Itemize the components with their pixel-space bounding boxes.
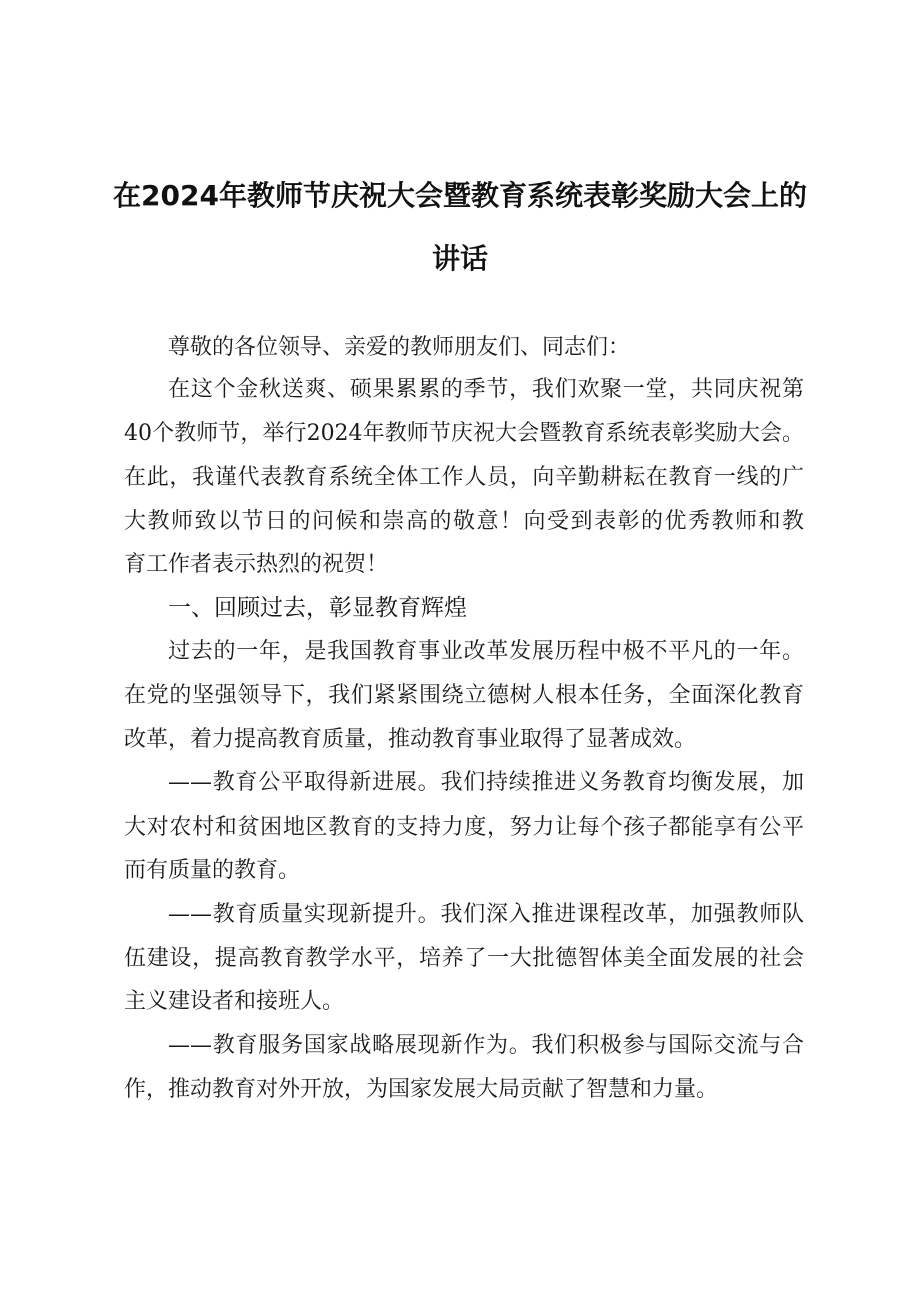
paragraph-4-line: ——教育质量实现新提升。我们深入推进课程改革，加强教师队	[168, 902, 804, 927]
document-title-line-1: 在2024年教师节庆祝大会暨教育系统表彰奖励大会上的	[113, 179, 807, 212]
paragraph-2-line: 在党的坚强领导下，我们紧紧围绕立德树人根本任务，全面深化教育	[124, 683, 804, 708]
paragraph-2-line: 过去的一年，是我国教育事业改革发展历程中极不平凡的一年。	[168, 639, 804, 664]
greeting: 尊敬的各位领导、亲爱的教师朋友们、同志们：	[168, 335, 631, 360]
document-title-line-2: 讲话	[431, 242, 488, 275]
paragraph-1-line: 育工作者表示热烈的祝贺！	[124, 552, 389, 577]
paragraph-4-line: 主义建设者和接班人。	[124, 989, 345, 1014]
section-1-heading: 一、回顾过去，彰显教育辉煌	[168, 595, 467, 621]
paragraph-1-line: 大教师致以节日的问候和崇高的敬意！向受到表彰的优秀教师和教	[124, 509, 804, 534]
paragraph-3-line: 大对农村和贫困地区教育的支持力度，努力让每个孩子都能享有公平	[124, 815, 804, 840]
paragraph-5-line: 作，推动教育对外开放，为国家发展大局贡献了智慧和力量。	[124, 1077, 719, 1102]
paragraph-3-line: ——教育公平取得新进展。我们持续推进义务教育均衡发展，加	[168, 770, 804, 795]
paragraph-1-line: 在这个金秋送爽、硕果累累的季节，我们欢聚一堂，共同庆祝第	[168, 377, 804, 402]
paragraph-1-line: 在此，我谨代表教育系统全体工作人员，向辛勤耕耘在教育一线的广	[124, 465, 804, 490]
paragraph-3-line: 而有质量的教育。	[124, 858, 301, 883]
paragraph-5-line: ——教育服务国家战略展现新作为。我们积极参与国际交流与合	[168, 1033, 804, 1058]
paragraph-1-line: 40个教师节，举行2024年教师节庆祝大会暨教育系统表彰奖励大会。	[124, 421, 804, 446]
paragraph-4-line: 伍建设，提高教育教学水平，培养了一大批德智体美全面发展的社会	[124, 946, 804, 971]
paragraph-2-line: 改革，着力提高教育质量，推动教育事业取得了显著成效。	[124, 727, 697, 752]
